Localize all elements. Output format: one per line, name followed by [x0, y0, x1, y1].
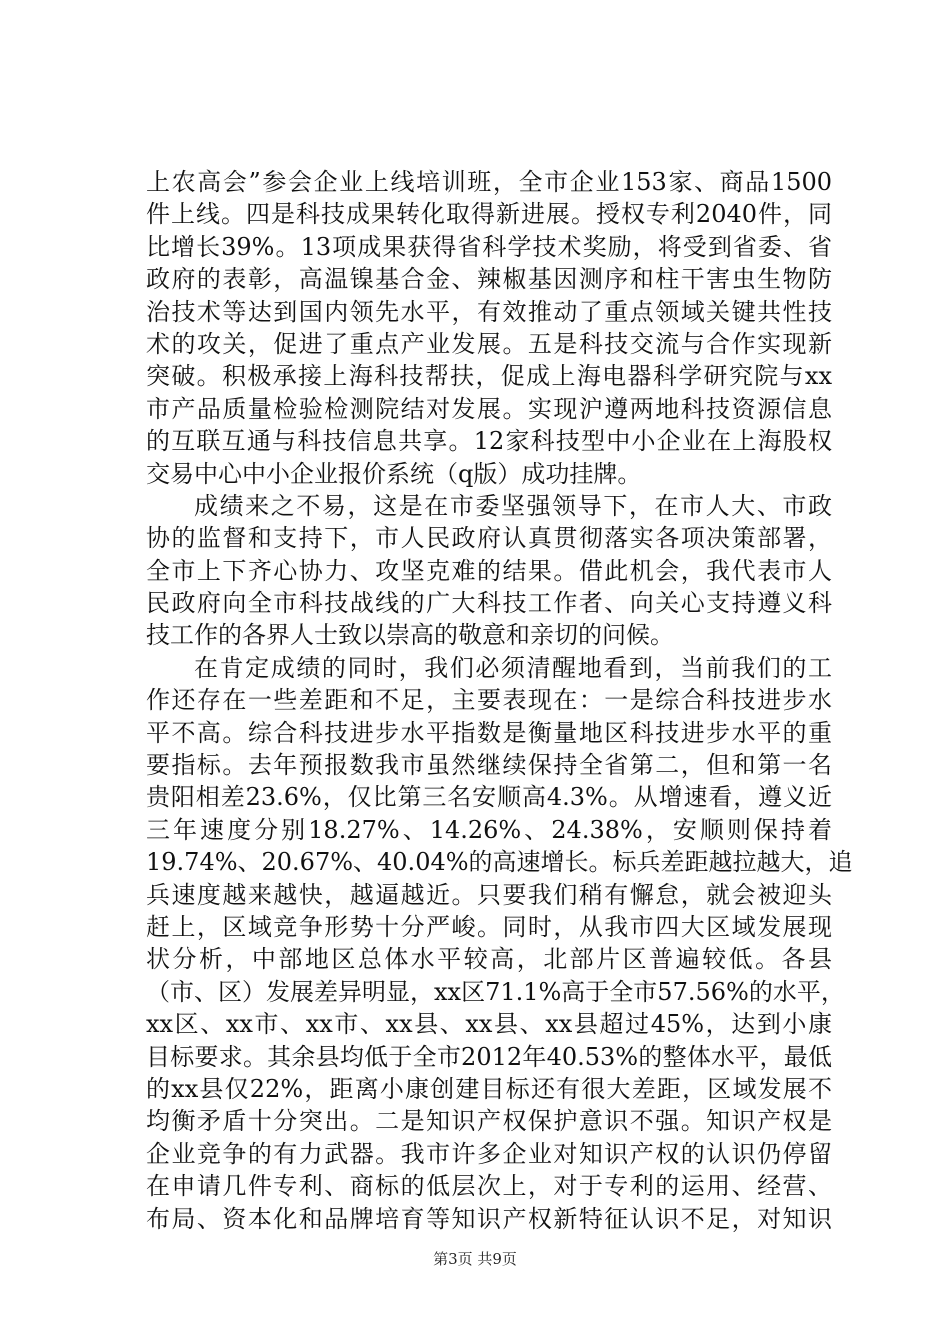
- text-line: 兵速度越来越快，越逼越近。只要我们稍有懈怠，就会被迎头: [146, 880, 832, 909]
- text-line: 在肯定成绩的同时，我们必须清醒地看到，当前我们的工: [194, 653, 832, 682]
- text-line: 在申请几件专利、商标的低层次上，对于专利的运用、经营、: [146, 1172, 832, 1201]
- text-line: 协的监督和支持下，市人民政府认真贯彻落实各项决策部署，: [146, 524, 832, 553]
- text-line: 19.74%、20.67%、40.04%的高速增长。标兵差距越拉越大，追: [146, 848, 853, 877]
- text-line: 交易中心中小企业报价系统（q版）成功挂牌。: [146, 459, 642, 488]
- paragraph: [146, 490, 832, 652]
- document-body: [146, 166, 853, 1235]
- page-footer: 第3页 共9页: [433, 1250, 517, 1268]
- text-line: 作还存在一些差距和不足，主要表现在：一是综合科技进步水: [146, 686, 832, 715]
- text-line: 成绩来之不易，这是在市委坚强领导下，在市人大、市政: [194, 491, 832, 520]
- text-line: 治技术等达到国内领先水平，有效推动了重点领域关键共性技: [146, 297, 832, 326]
- text-line: 企业竞争的有力武器。我市许多企业对知识产权的认识仍停留: [146, 1139, 832, 1168]
- text-line: xx区、xx市、xx市、xx县、xx县、xx县超过45%，达到小康: [146, 1010, 832, 1039]
- paragraph: [146, 166, 832, 490]
- text-line: （市、区）发展差异明显，xx区71.1%高于全市57.56%的水平，: [146, 977, 845, 1006]
- text-line: 技工作的各界人士致以崇高的敬意和亲切的问候。: [146, 621, 674, 650]
- text-line: 平不高。综合科技进步水平指数是衡量地区科技进步水平的重: [146, 718, 832, 747]
- text-line: 目标要求。其余县均低于全市2012年40.53%的整体水平，最低: [146, 1042, 832, 1071]
- text-line: 上农高会”参会企业上线培训班，全市企业153家、商品1500: [146, 168, 832, 196]
- paragraph: [146, 652, 853, 1235]
- text-line: 市产品质量检验检测院结对发展。实现沪遵两地科技资源信息: [146, 394, 832, 423]
- text-line: 件上线。四是科技成果转化取得新进展。授权专利2040件，同: [146, 200, 832, 229]
- text-line: 三年速度分别18.27%、14.26%、24.38%，安顺则保持着: [146, 815, 832, 844]
- text-line: 比增长39%。13项成果获得省科学技术奖励，将受到省委、省: [146, 232, 832, 261]
- text-line: 的互联互通与科技信息共享。12家科技型中小企业在上海股权: [146, 427, 832, 456]
- text-line: 均衡矛盾十分突出。二是知识产权保护意识不强。知识产权是: [146, 1107, 832, 1136]
- text-line: 全市上下齐心协力、攻坚克难的结果。借此机会，我代表市人: [146, 556, 832, 585]
- text-line: 贵阳相差23.6%，仅比第三名安顺高4.3%。从增速看，遵义近: [146, 783, 832, 812]
- text-line: 状分析，中部地区总体水平较高，北部片区普遍较低。各县: [146, 945, 832, 974]
- text-line: 民政府向全市科技战线的广大科技工作者、向关心支持遵义科: [146, 589, 832, 618]
- text-line: 术的攻关，促进了重点产业发展。五是科技交流与合作实现新: [146, 329, 832, 358]
- text-line: 突破。积极承接上海科技帮扶，促成上海电器科学研究院与xx: [146, 362, 832, 391]
- text-line: 要指标。去年预报数我市虽然继续保持全省第二，但和第一名: [146, 751, 832, 780]
- text-line: 的xx县仅22%，距离小康创建目标还有很大差距，区域发展不: [146, 1074, 832, 1103]
- text-line: 赶上，区域竞争形势十分严峻。同时，从我市四大区域发展现: [146, 912, 832, 941]
- text-line: 布局、资本化和品牌培育等知识产权新特征认识不足，对知识: [146, 1204, 832, 1233]
- text-line: 政府的表彰，高温镍基合金、辣椒基因测序和柱干害虫生物防: [146, 265, 832, 294]
